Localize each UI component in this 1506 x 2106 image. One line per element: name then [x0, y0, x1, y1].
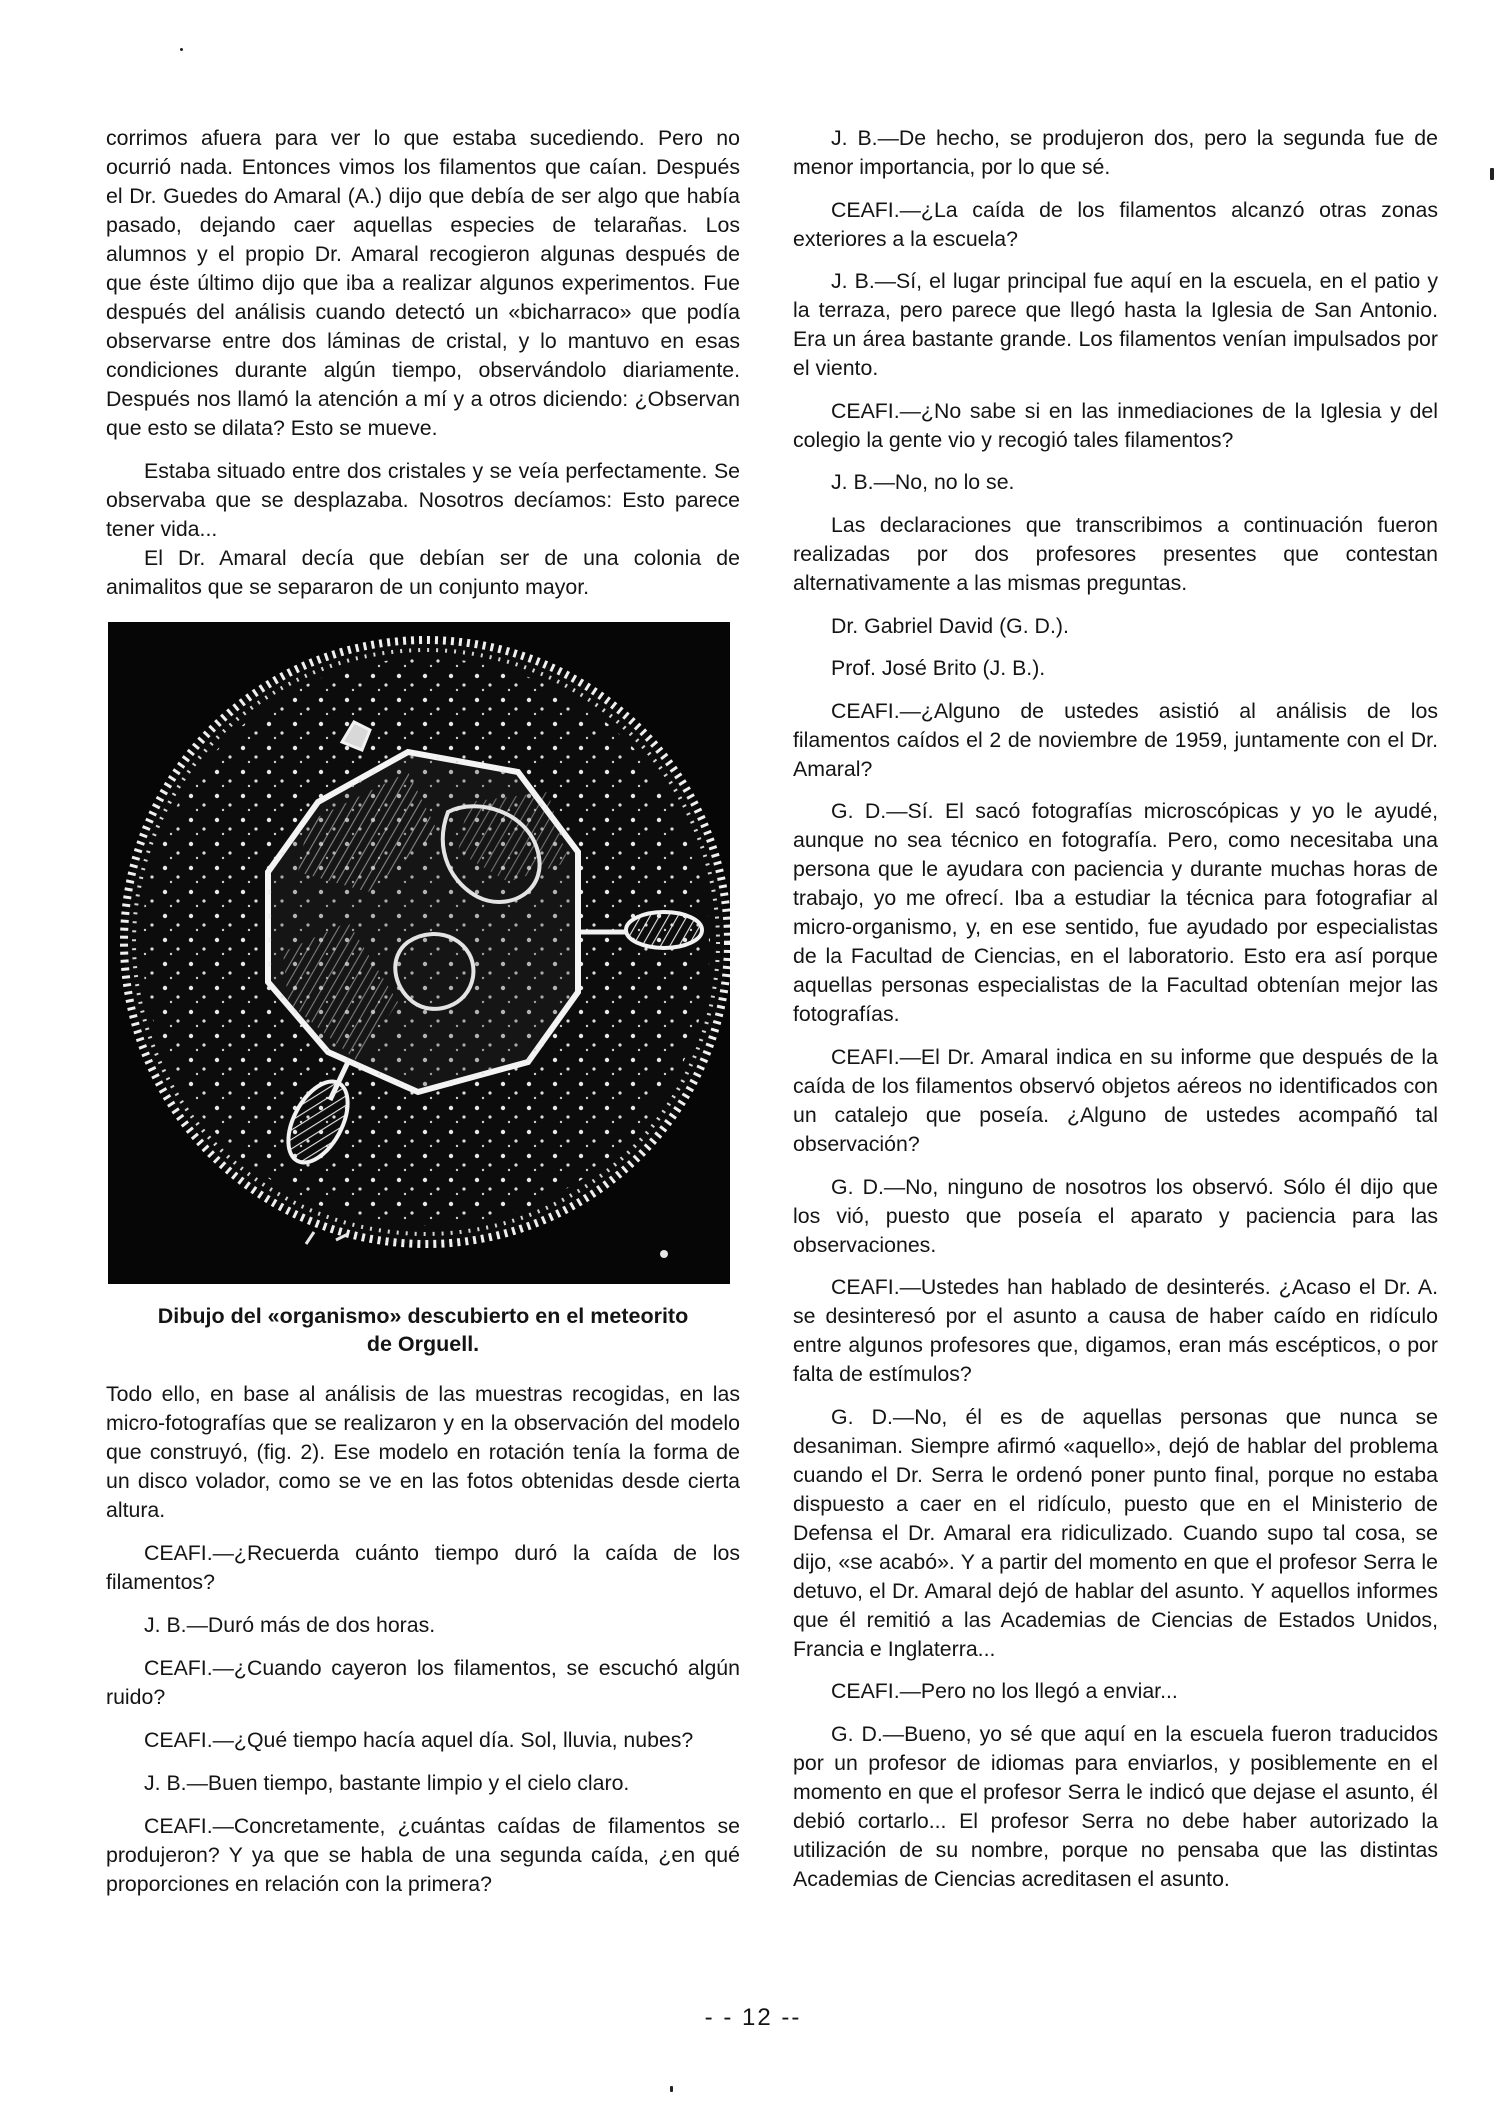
figure-caption: Dibujo del «organismo» descubierto en el meteorito de Orguell.: [157, 1304, 689, 1356]
scan-speck: [180, 48, 183, 51]
question: CEAFI.—¿Cuando cayeron los filamentos, se escuchó algún ruido?: [106, 1656, 740, 1709]
answer: G. D.—No, él es de aquellas personas que nunca se desaniman. Siempre afirmó «aquello», dejó de hablar del problema cuando el Dr. Serra le ordenó poner punto final, porque no estaba dispuesto a caer en el ridículo, puesto que en el Ministerio de Defensa el Dr. Amaral era ridiculizado. Cuando supo tal cosa, se dijo, «se acabó». Y a partir del momento en que el profesor Serra le detuvo, el Dr. Amaral dejó de hablar del asunto. Y aquellos informes que él remitió a las Academias de Ciencias de Estados Unidos, Francia e Inglaterra...: [793, 1404, 1438, 1661]
question: CEAFI.—¿No sabe si en las inmediaciones de la Iglesia y del colegio la gente vio y recogió tales filamentos?: [793, 398, 1438, 452]
paragraph: Las declaraciones que transcribimos a continuación fueron realizadas por dos profesores presentes que contestan alternativamente a las mismas preguntas.: [793, 512, 1438, 595]
answer: G. D.—Bueno, yo sé que aquí en la escuela fueron traducidos por un profesor de idiomas para enviarlos, y posiblemente en el momento en que el profesor Serra le indicó que dejase el asunto, él debió cortarlo... El profesor Serra no debe haber autorizado la utilización de su nombre, porque no pensaba que las distintas Academias de Ciencias acreditasen el asunto.: [793, 1721, 1438, 1891]
speaker-line: Dr. Gabriel David (G. D.).: [831, 613, 1069, 638]
paragraph: El Dr. Amaral decía que debían ser de una colonia de animalitos que se separaron de un conjunto mayor.: [106, 546, 740, 599]
organism-illustration: [108, 622, 730, 1284]
answer: J. B.—De hecho, se produjeron dos, pero la segunda fue de menor importancia, por lo que sé.: [793, 126, 1438, 179]
question: CEAFI.—¿Qué tiempo hacía aquel día. Sol, lluvia, nubes?: [144, 1728, 694, 1752]
answer: J. B.—Buen tiempo, bastante limpio y el cielo claro.: [144, 1771, 630, 1795]
scan-speck: [670, 2086, 673, 2092]
answer: J. B.—Sí, el lugar principal fue aquí en la escuela, en el patio y la terraza, pero parece que llegó hasta la Iglesia de San Antonio. Era un área bastante grande. Los filamentos venían impulsados por el viento.: [793, 269, 1438, 381]
answer: G. D.—No, ninguno de nosotros los observó. Sólo él dijo que los vió, puesto que poseía el aparato y paciencia para las observaciones.: [793, 1174, 1438, 1257]
question: CEAFI.—Pero no los llegó a enviar...: [831, 1679, 1178, 1704]
question: CEAFI.—¿Recuerda cuánto tiempo duró la caída de los filamentos?: [106, 1541, 740, 1594]
question: CEAFI.—El Dr. Amaral indica en su informe que después de la caída de los filamentos observó objetos aéreos no identificados con un catalejo que poseía. ¿Alguno de ustedes acompañó tal observación?: [793, 1044, 1438, 1156]
question: CEAFI.—¿Alguno de ustedes asistió al análisis de los filamentos caídos el 2 de noviembre de 1959, juntamente con el Dr. Amaral?: [793, 698, 1438, 781]
question: CEAFI.—Concretamente, ¿cuántas caídas de filamentos se produjeron? Y ya que se habla de una segunda caída, ¿en qué proporciones en relación con la primera?: [106, 1814, 740, 1896]
paragraph: Todo ello, en base al análisis de las muestras recogidas, en las micro-fotografías que se realizaron y en la observación del modelo que construyó, (fig. 2). Ese modelo en rotación tenía la forma de un disco volador, como se ve en las fotos obtenidas desde cierta altura.: [106, 1382, 740, 1522]
scan-speck: [1490, 168, 1494, 180]
answer: J. B.—No, no lo se.: [831, 470, 1015, 495]
paragraph: Estaba situado entre dos cristales y se veía perfectamente. Se observaba que se desplazaba. Nosotros decíamos: Esto parece tener vida...: [106, 459, 740, 541]
page-number: - - 12 --: [704, 2004, 802, 2031]
answer: G. D.—Sí. El sacó fotografías microscópicas y yo le ayudé, aunque no sea técnico en fotografía. Pero, como necesitaba una persona que le ayudara con paciencia y durante muchas horas de trabajo, yo me ofrecí. Iba a estudiar la técnica para fotografiar al micro-organismo, y, en ese sentido, fue ayudado por especialistas de la Facultad de Ciencias, en el laboratorio. Esto era así porque aquellas personas especialistas de la Facultad obtenían mejor las fotografías.: [793, 799, 1438, 1027]
speaker-line: Prof. José Brito (J. B.).: [831, 656, 1046, 681]
organism-drawing: [108, 622, 730, 1284]
left-column: [106, 124, 740, 1913]
question: CEAFI.—Ustedes han hablado de desinterés. ¿Acaso el Dr. A. se desinteresó por el asunto a causa de haber caído en ridículo entre algunos profesores que, digamos, eran más escépticos, o por falta de estímulos?: [793, 1275, 1438, 1387]
paragraph: corrimos afuera para ver lo que estaba sucediendo. Pero no ocurrió nada. Entonces vimos los filamentos que caían. Después el Dr. Guedes do Amaral (A.) dijo que debía de ser algo que había pasado, dejando caer aquellas especies de telarañas. Los alumnos y el propio Dr. Amaral recogieron algunas después de que éste último dijo que iba a realizar algunos experimentos. Fue después del análisis cuando detectó un «bicharraco» que podía observarse entre dos láminas de cristal, y lo mantuvo en esas condiciones durante algún tiempo, observándolo diariamente. Después nos llamó la atención a mí y a otros diciendo: ¿Observan que esto se dilata? Esto se mueve.: [106, 126, 740, 440]
question: CEAFI.—¿La caída de los filamentos alcanzó otras zonas exteriores a la escuela?: [793, 197, 1438, 251]
right-column: [793, 124, 1438, 1908]
answer: J. B.—Duró más de dos horas.: [144, 1613, 436, 1637]
